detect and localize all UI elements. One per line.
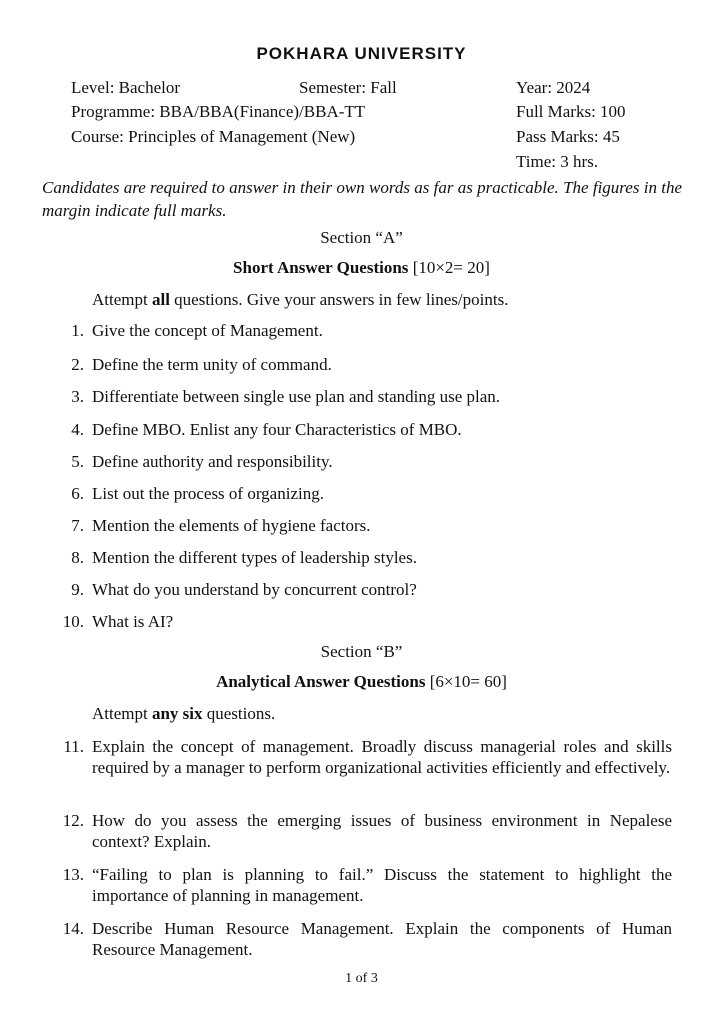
instr-text: questions.	[202, 704, 276, 723]
page-number: 1 of 3	[345, 971, 378, 986]
question-number: 2.	[71, 355, 84, 374]
section-b-heading-label: Analytical Answer Questions	[216, 672, 426, 691]
question-number: 3.	[71, 387, 84, 406]
instr-bold: any six	[151, 704, 203, 723]
university-title: POKHARA UNIVERSITY	[256, 44, 467, 63]
question-number: 11.	[63, 737, 84, 756]
programme: Programme: BBA/BBA(Finance)/BBA-TT	[71, 102, 366, 121]
question-text: How do you assess the emerging issues of business environment in Nepalese context? Explain.	[92, 811, 672, 851]
question-text: Define the term unity of command.	[92, 355, 332, 374]
pass-marks: Pass Marks: 45	[516, 127, 620, 146]
year: Year: 2024	[516, 78, 591, 97]
question-text: Describe Human Resource Management. Explain the components of Human Resource Management.	[92, 919, 672, 959]
question-text: What is AI?	[92, 612, 174, 631]
section-b-instruction	[92, 704, 275, 724]
question-number: 4.	[71, 420, 84, 439]
instr-bold: all	[151, 290, 170, 309]
question-number: 6.	[71, 484, 84, 503]
full-marks: Full Marks: 100	[516, 102, 626, 121]
section-b-heading	[0, 672, 723, 692]
section-a-heading	[0, 258, 723, 278]
question-number: 7.	[71, 516, 84, 535]
section-a-marks: [10×2= 20]	[408, 258, 490, 277]
question-text: Give the concept of Management.	[92, 321, 323, 340]
section-b-marks: [6×10= 60]	[425, 672, 507, 691]
question-text: Define authority and responsibility.	[92, 452, 333, 471]
instr-text: Attempt	[92, 704, 152, 723]
course: Course: Principles of Management (New)	[71, 127, 356, 146]
question-number: 13.	[62, 865, 84, 884]
level: Level: Bachelor	[71, 78, 181, 97]
question-number: 5.	[71, 452, 84, 471]
question-text: List out the process of organizing.	[92, 484, 324, 503]
section-b-title: Section “B”	[320, 642, 403, 661]
instr-text: Attempt	[92, 290, 152, 309]
candidate-instructions: Candidates are required to answer in their own words as far as practicable. The figures in the margin indicate full marks.	[42, 178, 682, 220]
section-a-heading-label: Short Answer Questions	[233, 258, 409, 277]
question-number: 9.	[71, 580, 84, 599]
question-number: 14.	[62, 919, 84, 938]
question-text: Differentiate between single use plan and standing use plan.	[92, 387, 501, 406]
semester: Semester: Fall	[299, 78, 397, 97]
time: Time: 3 hrs.	[516, 152, 599, 171]
question-text: Define MBO. Enlist any four Characteristics of MBO.	[92, 420, 462, 439]
question-text: Mention the elements of hygiene factors.	[92, 516, 371, 535]
question-text: What do you understand by concurrent control?	[92, 580, 417, 599]
question-number: 10.	[62, 612, 84, 631]
instr-text: questions. Give your answers in few lines/points.	[169, 290, 509, 309]
question-text: Explain the concept of management. Broadly discuss managerial roles and skills required by a manager to perform organizational activities efficiently and effectively.	[92, 737, 672, 777]
section-a-title: Section “A”	[320, 228, 403, 247]
question-number: 1.	[71, 321, 84, 340]
question-text: “Failing to plan is planning to fail.” Discuss the statement to highlight the importance of planning in management.	[92, 865, 672, 905]
question-text: Mention the different types of leadership styles.	[92, 548, 417, 567]
question-number: 12.	[62, 811, 84, 830]
section-a-instruction	[92, 290, 508, 310]
question-number: 8.	[71, 548, 84, 567]
